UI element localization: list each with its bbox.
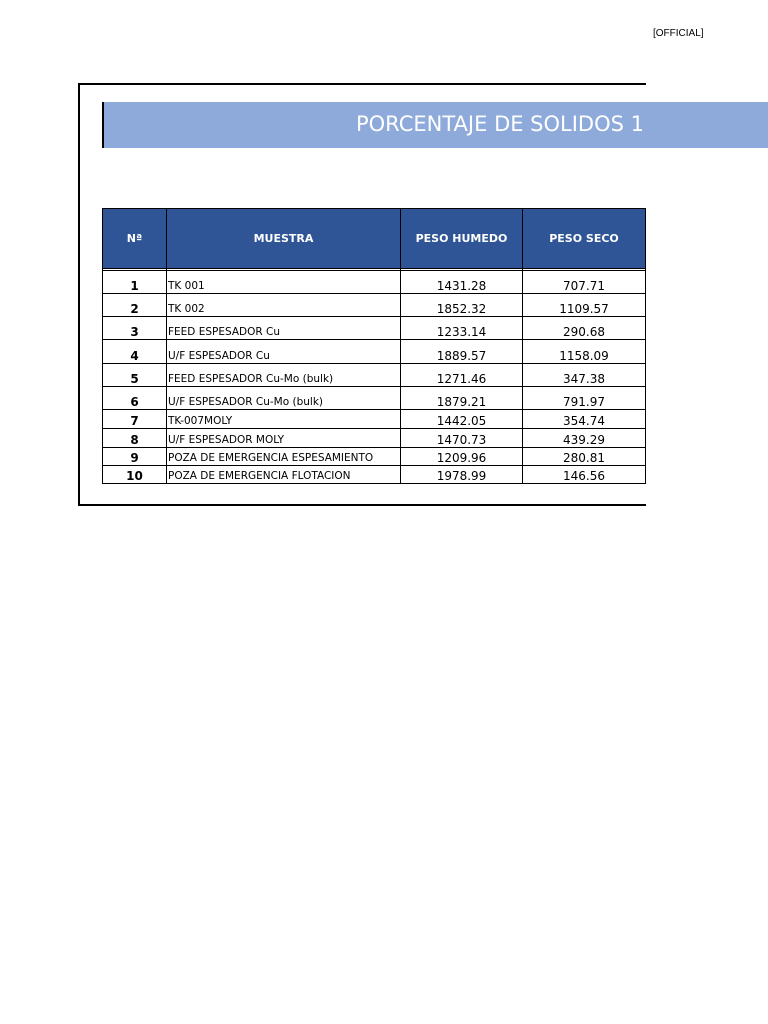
row-peso-humedo: 1209.96 bbox=[401, 448, 523, 466]
header-peso-humedo: PESO HUMEDO bbox=[401, 209, 523, 269]
header-n: Nª bbox=[103, 209, 167, 269]
table-row bbox=[103, 410, 646, 429]
row-peso-humedo: 1233.14 bbox=[401, 317, 523, 340]
row-muestra: TK 001 bbox=[167, 271, 401, 294]
row-peso-seco: 347.38 bbox=[523, 364, 646, 387]
table-row bbox=[103, 294, 646, 317]
row-muestra: U/F ESPESADOR Cu bbox=[167, 340, 401, 364]
row-peso-humedo: 1852.32 bbox=[401, 294, 523, 317]
table-row bbox=[103, 340, 646, 364]
row-peso-seco: 1109.57 bbox=[523, 294, 646, 317]
row-peso-seco: 707.71 bbox=[523, 271, 646, 294]
samples-table bbox=[102, 208, 646, 484]
row-peso-humedo: 1470.73 bbox=[401, 429, 523, 448]
row-number: 3 bbox=[103, 317, 167, 340]
row-muestra: TK-007MOLY bbox=[167, 410, 401, 429]
row-muestra: POZA DE EMERGENCIA ESPESAMIENTO bbox=[167, 448, 401, 466]
header-peso-seco: PESO SECO bbox=[523, 209, 646, 269]
table-row bbox=[103, 364, 646, 387]
classification-label: [OFFICIAL] bbox=[653, 28, 704, 39]
header-muestra: MUESTRA bbox=[167, 209, 401, 269]
row-peso-seco: 1158.09 bbox=[523, 340, 646, 364]
row-number: 10 bbox=[103, 466, 167, 484]
row-number: 1 bbox=[103, 271, 167, 294]
table-row bbox=[103, 317, 646, 340]
row-muestra: U/F ESPESADOR Cu-Mo (bulk) bbox=[167, 387, 401, 410]
row-peso-humedo: 1271.46 bbox=[401, 364, 523, 387]
row-number: 9 bbox=[103, 448, 167, 466]
row-number: 5 bbox=[103, 364, 167, 387]
table-header-row bbox=[103, 209, 646, 269]
row-peso-seco: 280.81 bbox=[523, 448, 646, 466]
row-peso-seco: 290.68 bbox=[523, 317, 646, 340]
row-peso-humedo: 1978.99 bbox=[401, 466, 523, 484]
row-muestra: POZA DE EMERGENCIA FLOTACION bbox=[167, 466, 401, 484]
row-number: 7 bbox=[103, 410, 167, 429]
table-row bbox=[103, 387, 646, 410]
table-row bbox=[103, 466, 646, 484]
row-peso-humedo: 1442.05 bbox=[401, 410, 523, 429]
table-row bbox=[103, 448, 646, 466]
row-muestra: FEED ESPESADOR Cu-Mo (bulk) bbox=[167, 364, 401, 387]
row-peso-humedo: 1431.28 bbox=[401, 271, 523, 294]
table-row bbox=[103, 271, 646, 294]
row-peso-seco: 146.56 bbox=[523, 466, 646, 484]
row-peso-humedo: 1889.57 bbox=[401, 340, 523, 364]
row-number: 2 bbox=[103, 294, 167, 317]
row-peso-seco: 791.97 bbox=[523, 387, 646, 410]
page-title: PORCENTAJE DE SOLIDOS 1 bbox=[355, 112, 644, 136]
row-muestra: TK 002 bbox=[167, 294, 401, 317]
row-muestra: FEED ESPESADOR Cu bbox=[167, 317, 401, 340]
row-peso-seco: 439.29 bbox=[523, 429, 646, 448]
row-muestra: U/F ESPESADOR MOLY bbox=[167, 429, 401, 448]
row-peso-seco: 354.74 bbox=[523, 410, 646, 429]
row-peso-humedo: 1879.21 bbox=[401, 387, 523, 410]
row-number: 8 bbox=[103, 429, 167, 448]
table-row bbox=[103, 429, 646, 448]
row-number: 4 bbox=[103, 340, 167, 364]
row-number: 6 bbox=[103, 387, 167, 410]
